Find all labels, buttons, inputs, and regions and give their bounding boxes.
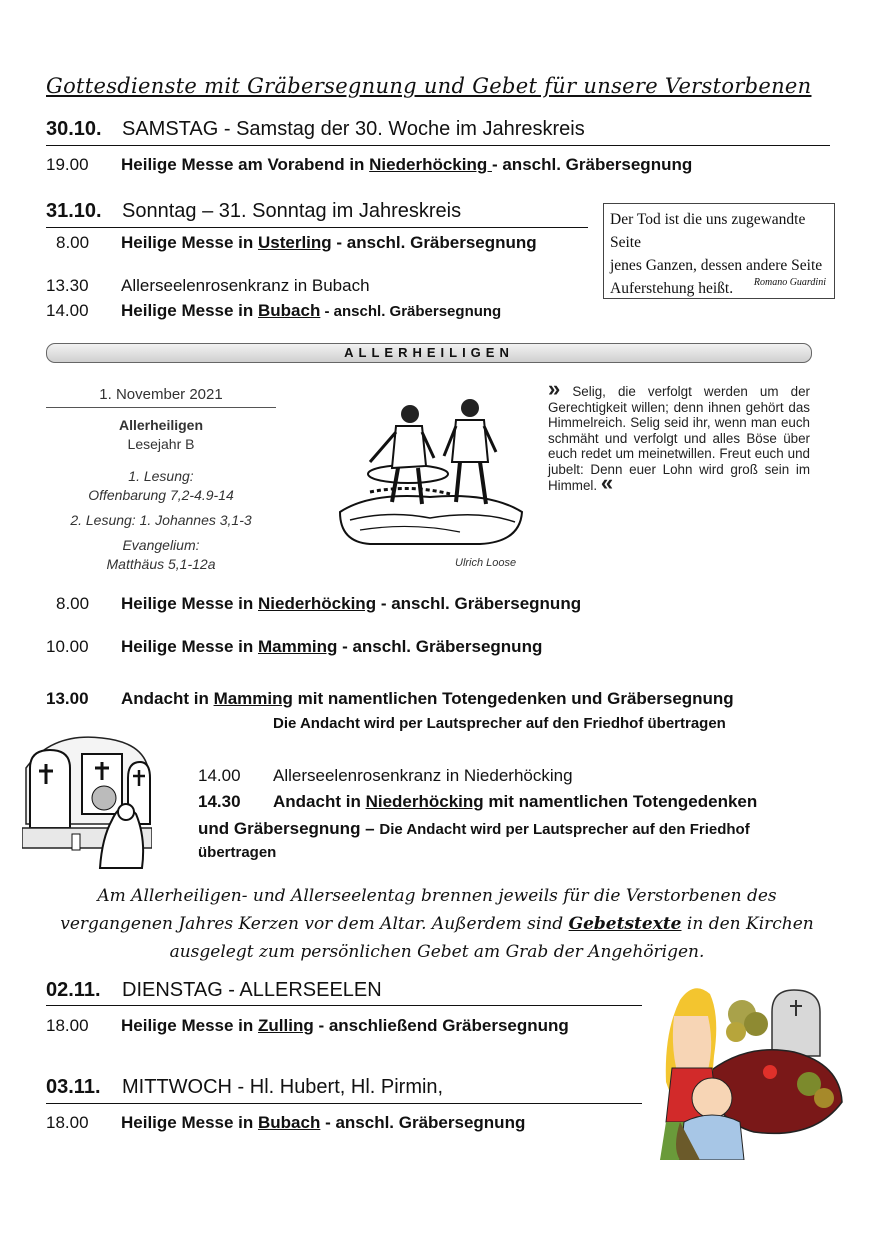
service-text: - anschl. Gräbersegnung — [320, 303, 502, 320]
day-title: DIENSTAG - ALLERSEELEN — [122, 979, 382, 1001]
service-note: Die Andacht wird per Lautsprecher auf den Friedhof — [379, 821, 750, 838]
day-heading — [46, 1076, 443, 1099]
reading-ref: Offenbarung 7,2-4.9-14 — [88, 487, 234, 503]
divider — [46, 1005, 642, 1006]
service-place: Mamming — [213, 689, 293, 708]
service-text: mit namentlichen Totengedenken — [483, 792, 758, 811]
day-date: 31.10. — [46, 200, 102, 222]
service-time: 18.00 — [46, 1113, 89, 1132]
notice-line: Am Allerheiligen- und Allerseelentag brennen jeweils für die Verstorbenen des — [97, 886, 777, 906]
day-heading — [46, 979, 382, 1002]
service-note: Die Andacht wird per Lautsprecher auf den Friedhof übertragen — [273, 715, 726, 732]
service-time: 19.00 — [46, 155, 89, 174]
service-text: - anschl. Gräbersegnung — [337, 637, 543, 656]
service-time: 14.00 — [46, 301, 89, 320]
quote-close-mark: « — [600, 469, 614, 495]
service-entry — [46, 689, 734, 709]
service-entry — [46, 301, 501, 321]
service-time: 8.00 — [56, 233, 90, 252]
liturgy-block — [46, 385, 276, 574]
quote-box — [603, 203, 835, 299]
section-banner: ALLERHEILIGEN — [46, 343, 812, 363]
grave-visit-illustration — [644, 972, 852, 1160]
day-date: 03.11. — [46, 1076, 101, 1098]
bible-text: Selig, die verfolgt werden um der Gerechtigkeit willen; denn ihnen gehört das Himmelreich. Selig seid ihr, wenn man euch schmäht und verfolgt und alles Böse über euch redet um meinetwillen. Freut euch und jubelt: Denn euer Lohn wird groß sein im Himmel. — [548, 384, 810, 493]
liturgy-date: 1. November 2021 — [46, 385, 276, 408]
day-date: 30.10. — [46, 118, 102, 140]
service-place: Bubach — [258, 301, 321, 320]
service-entry — [46, 1016, 569, 1036]
service-place: Usterling — [258, 233, 332, 252]
service-text: mit namentlichen Totengedenken und Gräbersegnung — [292, 689, 734, 708]
service-entry — [46, 155, 692, 175]
service-entry — [46, 276, 370, 296]
service-place: Niederhöcking — [365, 792, 484, 811]
quote-line: Der Tod ist die uns zugewandte Seite — [610, 211, 806, 251]
day-title: MITTWOCH - Hl. Hubert, Hl. Pirmin, — [122, 1076, 444, 1098]
service-time: 8.00 — [56, 594, 90, 613]
service-place: Bubach — [258, 1113, 321, 1132]
service-entry — [56, 594, 581, 614]
service-entry-continued — [198, 819, 750, 839]
service-text: - anschl. Gräbersegnung — [320, 1113, 526, 1132]
bible-quote — [548, 376, 810, 495]
service-text: Heilige Messe in — [121, 301, 258, 320]
service-text: Allerseelenrosenkranz in Niederhöcking — [273, 766, 573, 785]
notice-text-part: in den Kirchen — [681, 914, 814, 934]
service-text: Heilige Messe in — [121, 637, 258, 656]
notice-highlight: Gebetstexte — [568, 914, 682, 934]
divider — [46, 1103, 642, 1104]
notice-line: ausgelegt zum persönlichen Gebet am Grab der Angehörigen. — [169, 942, 705, 962]
day-title: SAMSTAG - Samstag der 30. Woche im Jahreskreis — [122, 118, 585, 140]
service-place: Niederhöcking — [369, 155, 492, 174]
service-entry — [198, 766, 573, 786]
day-date: 02.11. — [46, 979, 101, 1001]
quote-line: jenes Ganzen, dessen andere Seite — [610, 257, 823, 274]
notice-text-part: vergangenen Jahres Kerzen vor dem Altar. Außerdem sind — [60, 914, 569, 934]
service-time: 14.30 — [198, 792, 241, 811]
notice-text — [40, 882, 834, 966]
cemetery-illustration — [22, 728, 152, 876]
service-text: - anschl. Gräbersegnung — [376, 594, 582, 613]
service-time: 10.00 — [46, 637, 89, 656]
service-text: Andacht in — [121, 689, 214, 708]
service-time: 13.30 — [46, 276, 89, 295]
service-text: Andacht in — [273, 792, 366, 811]
day-heading — [46, 118, 585, 141]
service-note: übertragen — [198, 844, 277, 861]
reading-label: 1. Lesung: — [128, 468, 194, 484]
service-entry — [56, 233, 537, 253]
service-time: 13.00 — [46, 689, 89, 708]
service-place: Niederhöcking — [258, 594, 377, 613]
quote-author: Romano Guardini — [753, 277, 826, 288]
service-time: 18.00 — [46, 1016, 89, 1035]
service-text: - anschl. Gräbersegnung — [491, 155, 693, 174]
notice-line — [40, 910, 834, 938]
illustration-caption: Ulrich Loose — [455, 557, 517, 569]
service-entry — [198, 792, 757, 812]
day-heading — [46, 200, 461, 223]
quote-line: Auferstehung heißt. — [610, 280, 734, 297]
service-entry — [46, 637, 542, 657]
reading-ref: Matthäus 5,1-12a — [106, 556, 216, 572]
service-text: Heilige Messe in — [121, 594, 258, 613]
day-title: Sonntag – 31. Sonntag im Jahreskreis — [122, 200, 462, 222]
divider — [46, 145, 830, 146]
service-text: Heilige Messe in — [121, 233, 258, 252]
service-text: Allerseelenrosenkranz in Bubach — [121, 276, 370, 295]
service-text: Heilige Messe in — [121, 1016, 258, 1035]
service-entry — [46, 1113, 525, 1133]
service-place: Zulling — [258, 1016, 314, 1035]
service-text: und Gräbersegnung – — [198, 819, 380, 838]
service-text: - anschl. Gräbersegnung — [331, 233, 537, 252]
reading-ref: 2. Lesung: 1. Johannes 3,1-3 — [70, 512, 252, 528]
service-place: Mamming — [258, 637, 338, 656]
service-text: Heilige Messe am Vorabend in — [121, 155, 370, 174]
quote-open-mark: » — [548, 376, 561, 401]
service-text: - anschließend Gräbersegnung — [313, 1016, 569, 1035]
liturgy-year: Lesejahr B — [127, 436, 195, 452]
persecution-illustration — [330, 392, 530, 550]
reading-label: Evangelium: — [122, 537, 200, 553]
service-text: Heilige Messe in — [121, 1113, 258, 1132]
liturgy-feast: Allerheiligen — [118, 417, 204, 433]
divider — [46, 227, 588, 228]
page-title: Gottesdienste mit Gräbersegnung und Gebet für unsere Verstorbenen — [46, 74, 812, 98]
service-time: 14.00 — [198, 766, 241, 785]
